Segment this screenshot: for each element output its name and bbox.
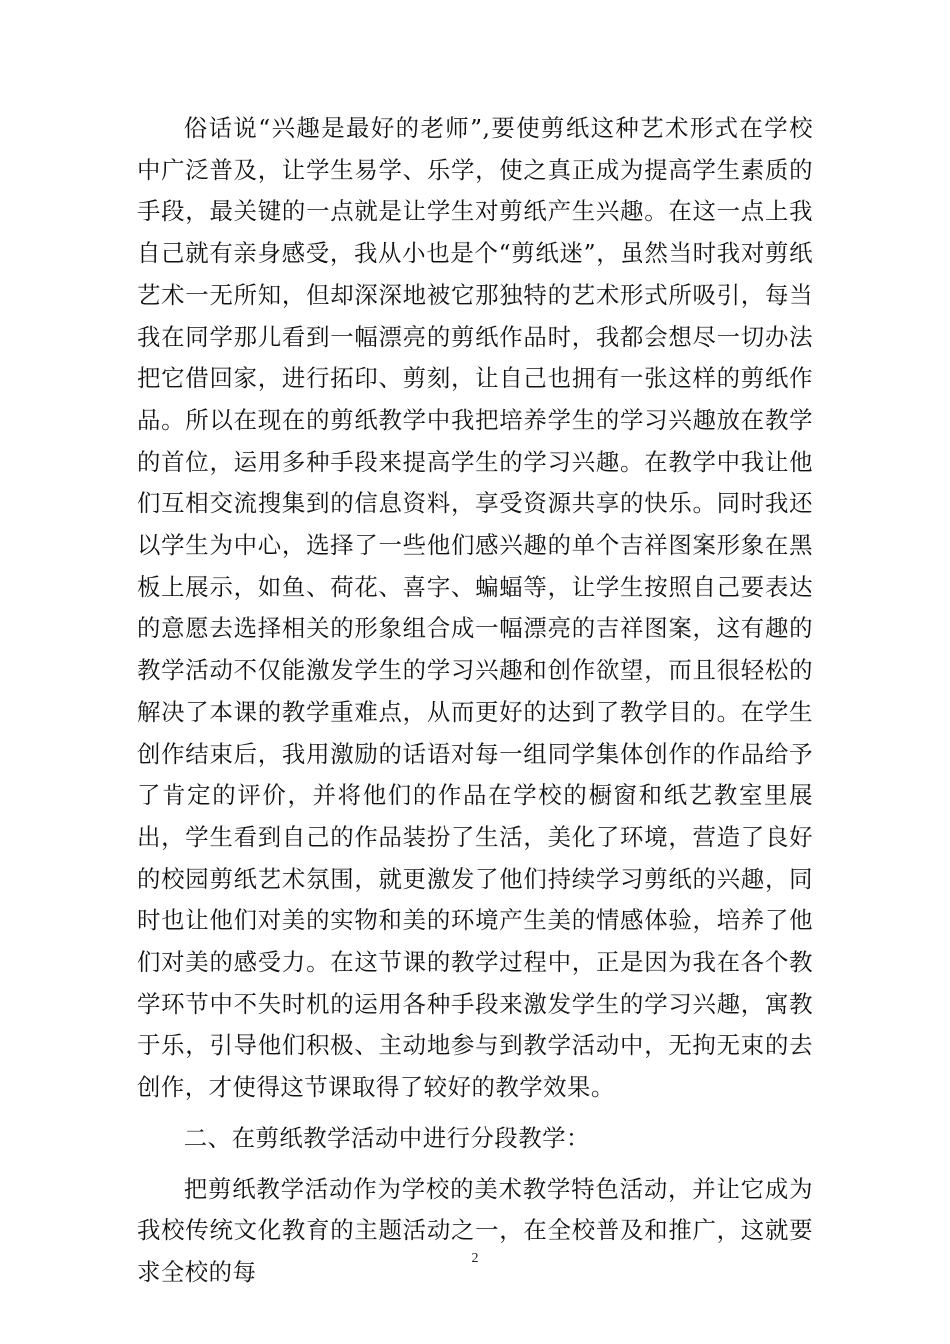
body-paragraph-interest: 俗话说“兴趣是最好的老师”,要使剪纸这种艺术形式在学校中广泛普及，让学生易学、乐学，使之真正成为提高学生素质的手段，最关键的一点就是让学生对剪纸产生兴趣。在这一点上我自己就有亲身感受，我从小也是个“剪纸迷”，虽然当时我对剪纸艺术一无所知，但却深深地被它那独特的艺术形式所吸引，每当我在同学那儿看到一幅漂亮的剪纸作品时，我都会想尽一切办法把它借回家，进行拓印、剪刻，让自己也拥有一张这样的剪纸作品。所以在现在的剪纸教学中我把培养学生的学习兴趣放在教学的首位，运用多种手段来提高学生的学习兴趣。在教学中我让他们互相交流搜集到的信息资料，享受资源共享的快乐。同时我还以学生为中心，选择了一些他们感兴趣的单个吉祥图案形象在黑板上展示，如鱼、荷花、喜字、蝙蝠等，让学生按照自己要表达的意愿去选择相关的形象组合成一幅漂亮的吉祥图案，这有趣的教学活动不仅能激发学生的学习兴趣和创作欲望，而且很轻松的解决了本课的教学重难点，从而更好的达到了教学目的。在学生创作结束后，我用激励的话语对每一组同学集体创作的作品给予了肯定的评价，并将他们的作品在学校的橱窗和纸艺教室里展出，学生看到自己的作品装扮了生活，美化了环境，营造了良好的校园剪纸艺术氛围，就更激发了他们持续学习剪纸的兴趣，同时也让他们对美的实物和美的环境产生美的情感体验，培养了他们对美的感受力。在这节课的教学过程中，正是因为我在各个教学环节中不失时机的运用各种手段来激发学生的学习兴趣，寓教于乐，引导他们积极、主动地参与到教学活动中，无拘无束的去创作，才使得这节课取得了较好的教学效果。 [137, 114, 813, 1102]
section-heading-staged-teaching: 二、在剪纸教学活动中进行分段教学： [183, 1123, 590, 1152]
body-paragraph-school-activity: 把剪纸教学活动作为学校的美术教学特色活动，并让它成为我校传统文化教育的主题活动之一，在全校普及和推广，这就要求全校的每 [137, 1174, 813, 1286]
page-number: 2 [471, 1251, 479, 1266]
document-body [137, 108, 813, 1294]
